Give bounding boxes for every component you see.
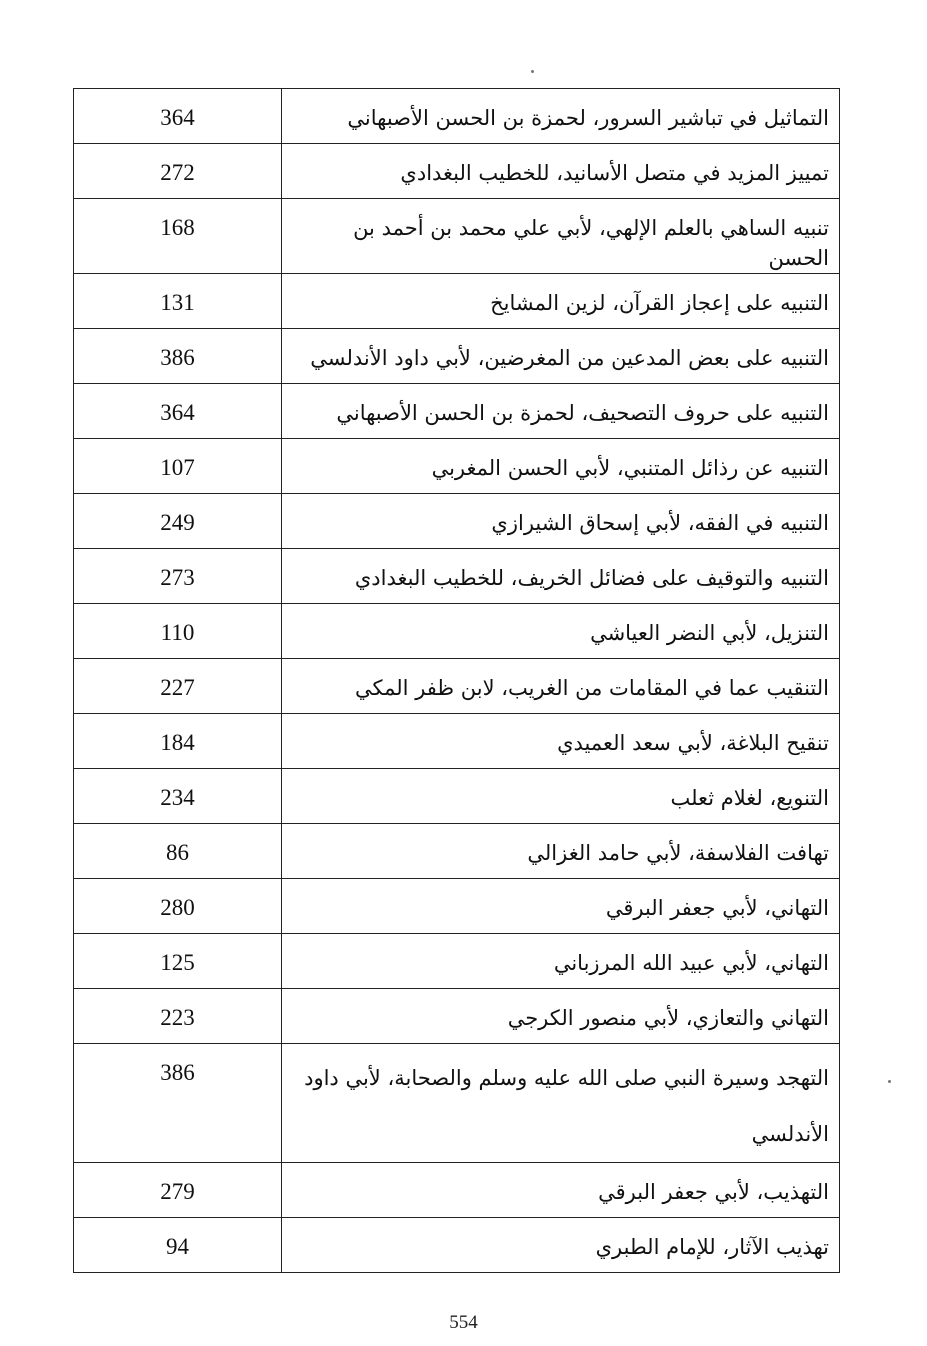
page-reference-cell: 86 <box>74 824 282 879</box>
book-title-cell: تهذيب الآثار، للإمام الطبري <box>282 1218 840 1273</box>
book-title-cell: التنبيه عن رذائل المتنبي، لأبي الحسن المغربي <box>282 439 840 494</box>
book-title-cell: التهاني، لأبي عبيد الله المرزباني <box>282 934 840 989</box>
index-table-body <box>74 89 840 1273</box>
scan-speck-right <box>888 1080 891 1083</box>
book-title-cell: التهجد وسيرة النبي صلى الله عليه وسلم والصحابة، لأبي داود الأندلسي <box>282 1044 840 1163</box>
table-row <box>74 384 840 439</box>
book-title-cell: التنبيه على بعض المدعين من المغرضين، لأبي داود الأندلسي <box>282 329 840 384</box>
book-title-cell: تهافت الفلاسفة، لأبي حامد الغزالي <box>282 824 840 879</box>
table-row <box>74 89 840 144</box>
page-reference-cell: 273 <box>74 549 282 604</box>
page-reference-cell: 223 <box>74 989 282 1044</box>
table-row <box>74 549 840 604</box>
page-number: 554 <box>449 1312 478 1333</box>
table-row <box>74 879 840 934</box>
book-title-cell: التماثيل في تباشير السرور، لحمزة بن الحسن الأصبهاني <box>282 89 840 144</box>
book-title-cell: التنبيه والتوقيف على فضائل الخريف، للخطيب البغدادي <box>282 549 840 604</box>
page-reference-cell: 94 <box>74 1218 282 1273</box>
table-row <box>74 199 840 274</box>
table-row <box>74 989 840 1044</box>
book-title-cell: التنبيه على إعجاز القرآن، لزين المشايخ <box>282 274 840 329</box>
table-row <box>74 274 840 329</box>
page-reference-cell: 280 <box>74 879 282 934</box>
table-row <box>74 1163 840 1218</box>
book-title-cell: تمييز المزيد في متصل الأسانيد، للخطيب البغدادي <box>282 144 840 199</box>
page-reference-cell: 131 <box>74 274 282 329</box>
table-row <box>74 494 840 549</box>
table-row <box>74 1044 840 1163</box>
book-title-cell: التهاني والتعازي، لأبي منصور الكرجي <box>282 989 840 1044</box>
book-title-cell: التنبيه في الفقه، لأبي إسحاق الشيرازي <box>282 494 840 549</box>
book-title-cell: تنبيه الساهي بالعلم الإلهي، لأبي علي محمد بن أحمد بن الحسن <box>282 199 840 274</box>
table-row <box>74 1218 840 1273</box>
table-row <box>74 604 840 659</box>
page-reference-cell: 110 <box>74 604 282 659</box>
page-reference-cell: 279 <box>74 1163 282 1218</box>
table-row <box>74 824 840 879</box>
page-reference-cell: 234 <box>74 769 282 824</box>
page-reference-cell: 125 <box>74 934 282 989</box>
page-reference-cell: 227 <box>74 659 282 714</box>
page-reference-cell: 184 <box>74 714 282 769</box>
page-reference-cell: 168 <box>74 199 282 274</box>
table-row <box>74 144 840 199</box>
book-title-cell: التنقيب عما في المقامات من الغريب، لابن ظفر المكي <box>282 659 840 714</box>
page-reference-cell: 272 <box>74 144 282 199</box>
page-reference-cell: 107 <box>74 439 282 494</box>
book-index-table <box>73 88 840 1273</box>
table-row <box>74 934 840 989</box>
page-reference-cell: 386 <box>74 1044 282 1163</box>
page-reference-cell: 364 <box>74 384 282 439</box>
table-row <box>74 714 840 769</box>
table-row <box>74 659 840 714</box>
book-title-cell: التنبيه على حروف التصحيف، لحمزة بن الحسن الأصبهاني <box>282 384 840 439</box>
book-title-cell: التنويع، لغلام ثعلب <box>282 769 840 824</box>
scan-speck-top <box>531 70 534 73</box>
book-title-cell: تنقيح البلاغة، لأبي سعد العميدي <box>282 714 840 769</box>
table-row <box>74 769 840 824</box>
page-reference-cell: 386 <box>74 329 282 384</box>
book-title-cell: التهاني، لأبي جعفر البرقي <box>282 879 840 934</box>
book-title-cell: التنزيل، لأبي النضر العياشي <box>282 604 840 659</box>
table-row <box>74 439 840 494</box>
page-reference-cell: 364 <box>74 89 282 144</box>
book-title-cell: التهذيب، لأبي جعفر البرقي <box>282 1163 840 1218</box>
table-row <box>74 329 840 384</box>
page-reference-cell: 249 <box>74 494 282 549</box>
